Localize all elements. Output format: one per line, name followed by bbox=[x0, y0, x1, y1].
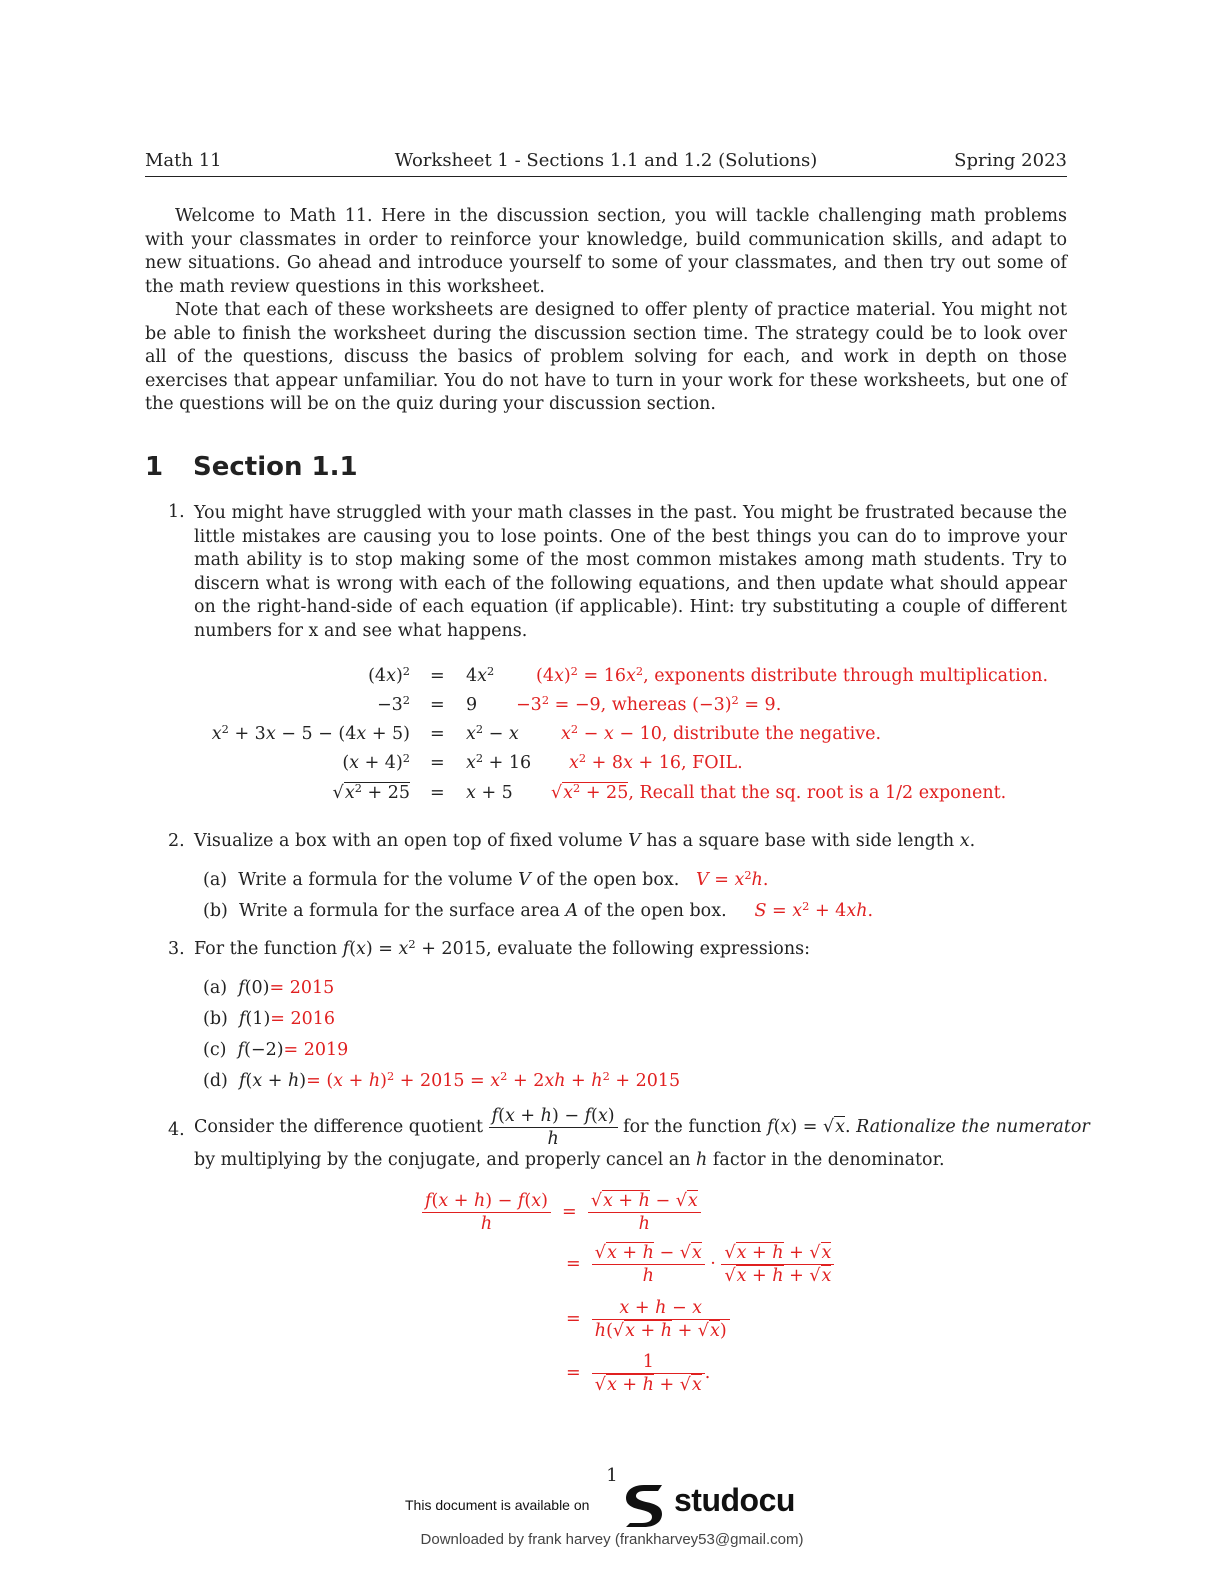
section-title: Section 1.1 bbox=[193, 452, 358, 482]
studocu-brand[interactable]: studocu bbox=[674, 1482, 795, 1518]
question-3d: (d) $f(x + h)= (x + h)^2 + 2015 = x^2 + 2xh + h^2 + 2015$ bbox=[203, 1068, 681, 1091]
availability-text: This document is available on bbox=[405, 1497, 590, 1513]
correction-note: $x^2 - x - 10$, distribute the negative. bbox=[561, 721, 882, 744]
equals-sign: = bbox=[430, 783, 445, 803]
equals-sign: = bbox=[430, 753, 445, 773]
solution-line: = $\frac{x + h - x}{h(√x + h + √x)}$ bbox=[566, 1297, 730, 1342]
question-3a: (a) f(0)= 2015 bbox=[203, 978, 335, 998]
question-2-text: Visualize a box with an open top of fixed volume V has a square base with side length x. bbox=[194, 831, 976, 851]
section-number: 1 bbox=[145, 452, 164, 482]
page-header bbox=[145, 150, 1067, 177]
studocu-logo-icon bbox=[622, 1483, 666, 1533]
worksheet-title: Worksheet 1 - Sections 1.1 and 1.2 (Solutions) bbox=[394, 150, 818, 171]
solution-line: = $\frac{1}{√x + h + √x}$ . bbox=[566, 1352, 711, 1395]
question-4-number: 4. bbox=[168, 1120, 185, 1140]
equation-rhs: 9 bbox=[466, 695, 478, 715]
equation-rhs: x + 5 bbox=[466, 783, 513, 803]
download-notice: Downloaded by frank harvey (frankharvey53@gmail.com) bbox=[420, 1531, 804, 1548]
equation-lhs: $√x^2 + 25$ bbox=[332, 780, 410, 803]
equation-rhs: $x^2 - x$ bbox=[466, 721, 519, 744]
solution-line: $\frac{f(x + h) - f(x)}{h}$ = $\frac{√x + h - √x}{h}$ bbox=[422, 1190, 701, 1235]
correction-note: $(4x)^2 = 16x^2$, exponents distribute through multiplication. bbox=[536, 663, 1049, 686]
question-3-number: 3. bbox=[168, 939, 185, 959]
intro-paragraph-2: Note that each of these worksheets are designed to offer plenty of practice material. You might not be able to finish the worksheet during the discussion section time. The strategy could be to look over all of the questions, discuss the basics of problem solving for each, and work in depth on those exercises that appear unfamiliar. You do not have to turn in your work for these worksheets, but one of the questions will be on the quiz during your discussion section. bbox=[145, 300, 1067, 415]
course-name: Math 11 bbox=[145, 150, 222, 171]
correction-note: $√x^2 + 25$, Recall that the sq. root is a 1/2 exponent. bbox=[551, 780, 1007, 803]
equals-sign: = bbox=[430, 724, 445, 744]
question-3-text: For the function $f(x) = x^2 + 2015$, evaluate the following expressions: bbox=[194, 936, 810, 959]
equals-sign: = bbox=[430, 695, 445, 715]
equals-sign: = bbox=[430, 666, 445, 686]
question-4-text-cont: by multiplying by the conjugate, and properly cancel an h factor in the denominator. bbox=[194, 1150, 945, 1170]
correction-note: $x^2 + 8x + 16$, FOIL. bbox=[569, 750, 743, 773]
intro-paragraph-1: Welcome to Math 11. Here in the discussion section, you will tackle challenging math problems with your classmates in order to reinforce your knowledge, build communication skills, and adapt to new situations. Go ahead and introduce yourself to some of your classmates, and then try out some of the math review questions in this worksheet. bbox=[145, 206, 1067, 297]
equation-rhs: $x^2 + 16$ bbox=[466, 750, 532, 773]
equation-lhs: $(4x)^2$ bbox=[368, 663, 410, 686]
page-number: 1 bbox=[606, 1465, 618, 1486]
question-2b: (b) Write a formula for the surface area A of the open box. $S = x^2 + 4xh$. bbox=[203, 898, 874, 921]
question-2-number: 2. bbox=[168, 831, 185, 851]
equation-rhs: $4x^2$ bbox=[466, 663, 495, 686]
equation-lhs: $-3^2$ bbox=[376, 692, 410, 715]
question-3c: (c) f(−2)= 2019 bbox=[203, 1040, 349, 1060]
correction-note: $-3^2 = -9$, whereas $(-3)^2 = 9$. bbox=[516, 692, 782, 715]
question-3b: (b) f(1)= 2016 bbox=[203, 1009, 336, 1029]
solution-line: = $\frac{√x + h - √x}{h}$ · $\frac{√x + h + √x}{√x + h + √x}$ bbox=[566, 1242, 834, 1287]
question-1-number: 1. bbox=[168, 502, 185, 522]
question-1-text: You might have struggled with your math classes in the past. You might be frustrated because the little mistakes are causing you to lose points. One of the best things you can do to improve your math ability is to stop making some of the most common mistakes among math students. Try to discern what is wrong with each of the following equations, and then update what should appear on the right-hand-side of each equation (if applicable). Hint: try substituting a couple of different numbers for x and see what happens. bbox=[194, 503, 1067, 641]
equation-lhs: $x^2 + 3x - 5 - (4x + 5)$ bbox=[211, 721, 410, 744]
question-4-text: Consider the difference quotient $\frac{f(x + h) - f(x)}{h}$ for the function f(x) = √x. Rationalize the numerator bbox=[194, 1106, 1090, 1149]
equation-lhs: $(x + 4)^2$ bbox=[342, 750, 410, 773]
term: Spring 2023 bbox=[954, 150, 1067, 171]
question-2a: (a) Write a formula for the volume V of the open box. $V = x^2h$. bbox=[203, 867, 769, 890]
